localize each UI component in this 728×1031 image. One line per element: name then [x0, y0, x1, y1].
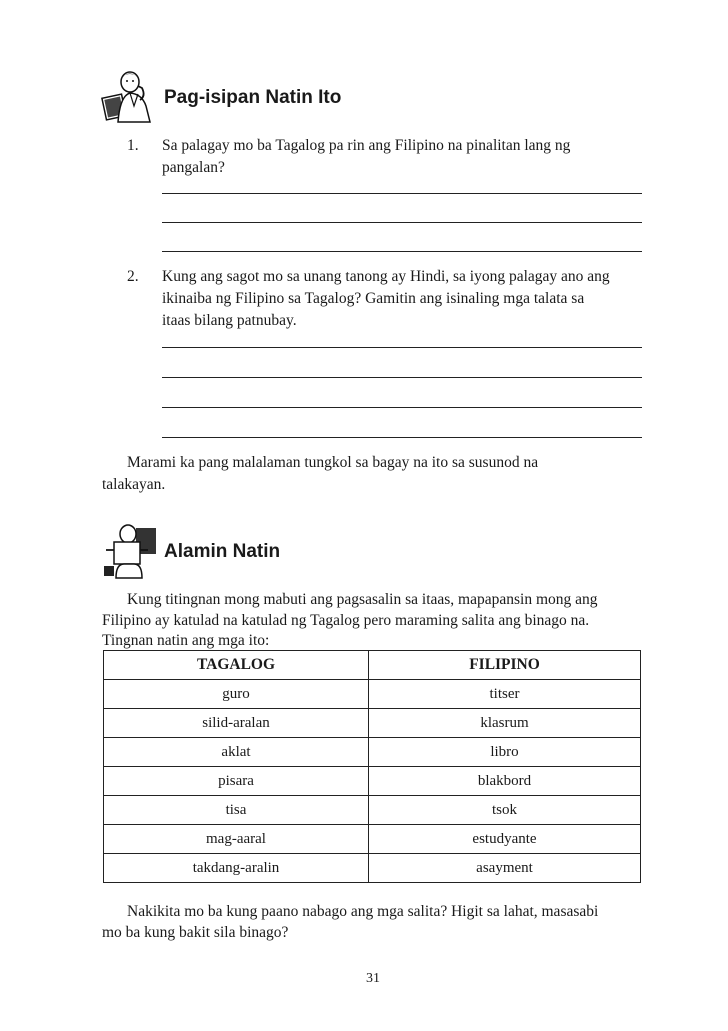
closing-paragraph-line: talakayan.	[102, 476, 166, 493]
question-text-line: pangalan?	[162, 159, 225, 176]
filipino-cell: tsok	[369, 796, 641, 825]
filipino-cell: klasrum	[369, 709, 641, 738]
question-number: 2.	[127, 268, 139, 285]
filipino-cell: asayment	[369, 854, 641, 883]
closing-paragraph-line: Marami ka pang malalaman tungkol sa bagay na ito sa susunod na	[127, 454, 539, 471]
question-number: 1.	[127, 137, 139, 154]
column-header-tagalog: TAGALOG	[104, 651, 369, 680]
thinking-student-icon	[100, 66, 158, 124]
table-row	[104, 767, 641, 796]
student-with-paper-icon	[102, 520, 160, 580]
filipino-cell: libro	[369, 738, 641, 767]
tagalog-cell: silid-aralan	[104, 709, 369, 738]
answer-line[interactable]	[162, 347, 642, 348]
answer-line[interactable]	[162, 251, 642, 252]
closing-paragraph-line: Nakikita mo ba kung paano nabago ang mga salita? Higit sa lahat, masasabi	[127, 903, 599, 920]
column-header-filipino: FILIPINO	[369, 651, 641, 680]
answer-line[interactable]	[162, 193, 642, 194]
tagalog-cell: guro	[104, 680, 369, 709]
filipino-cell: titser	[369, 680, 641, 709]
question-text-line: Kung ang sagot mo sa unang tanong ay Hindi, sa iyong palagay ano ang	[162, 268, 610, 285]
table-row	[104, 825, 641, 854]
answer-line[interactable]	[162, 222, 642, 223]
intro-paragraph-line: Tingnan natin ang mga ito:	[102, 632, 270, 649]
tagalog-filipino-table	[103, 650, 641, 883]
filipino-cell: blakbord	[369, 767, 641, 796]
intro-paragraph-line: Filipino ay katulad na katulad ng Tagalog pero maraming salita ang binago na.	[102, 612, 590, 629]
table-row	[104, 854, 641, 883]
table-row	[104, 709, 641, 738]
answer-line[interactable]	[162, 407, 642, 408]
filipino-cell: estudyante	[369, 825, 641, 854]
tagalog-cell: mag-aaral	[104, 825, 369, 854]
section-heading-alamin: Alamin Natin	[164, 541, 281, 562]
table-header-row	[104, 651, 641, 680]
closing-paragraph-line: mo ba kung bakit sila binago?	[102, 924, 289, 941]
intro-paragraph-line: Kung titingnan mong mabuti ang pagsasalin sa itaas, mapapansin mong ang	[127, 591, 598, 608]
answer-line[interactable]	[162, 437, 642, 438]
tagalog-cell: aklat	[104, 738, 369, 767]
question-text-line: Sa palagay mo ba Tagalog pa rin ang Filipino na pinalitan lang ng	[162, 137, 571, 154]
question-text-line: itaas bilang patnubay.	[162, 312, 297, 329]
question-text-line: ikinaiba ng Filipino sa Tagalog? Gamitin ang isinaling mga talata sa	[162, 290, 585, 307]
tagalog-cell: pisara	[104, 767, 369, 796]
table-row	[104, 796, 641, 825]
table-row	[104, 738, 641, 767]
table-row	[104, 680, 641, 709]
tagalog-cell: tisa	[104, 796, 369, 825]
section-heading-pag-isipan: Pag-isipan Natin Ito	[164, 87, 342, 108]
answer-line[interactable]	[162, 377, 642, 378]
page-number: 31	[366, 971, 380, 986]
tagalog-cell: takdang-aralin	[104, 854, 369, 883]
